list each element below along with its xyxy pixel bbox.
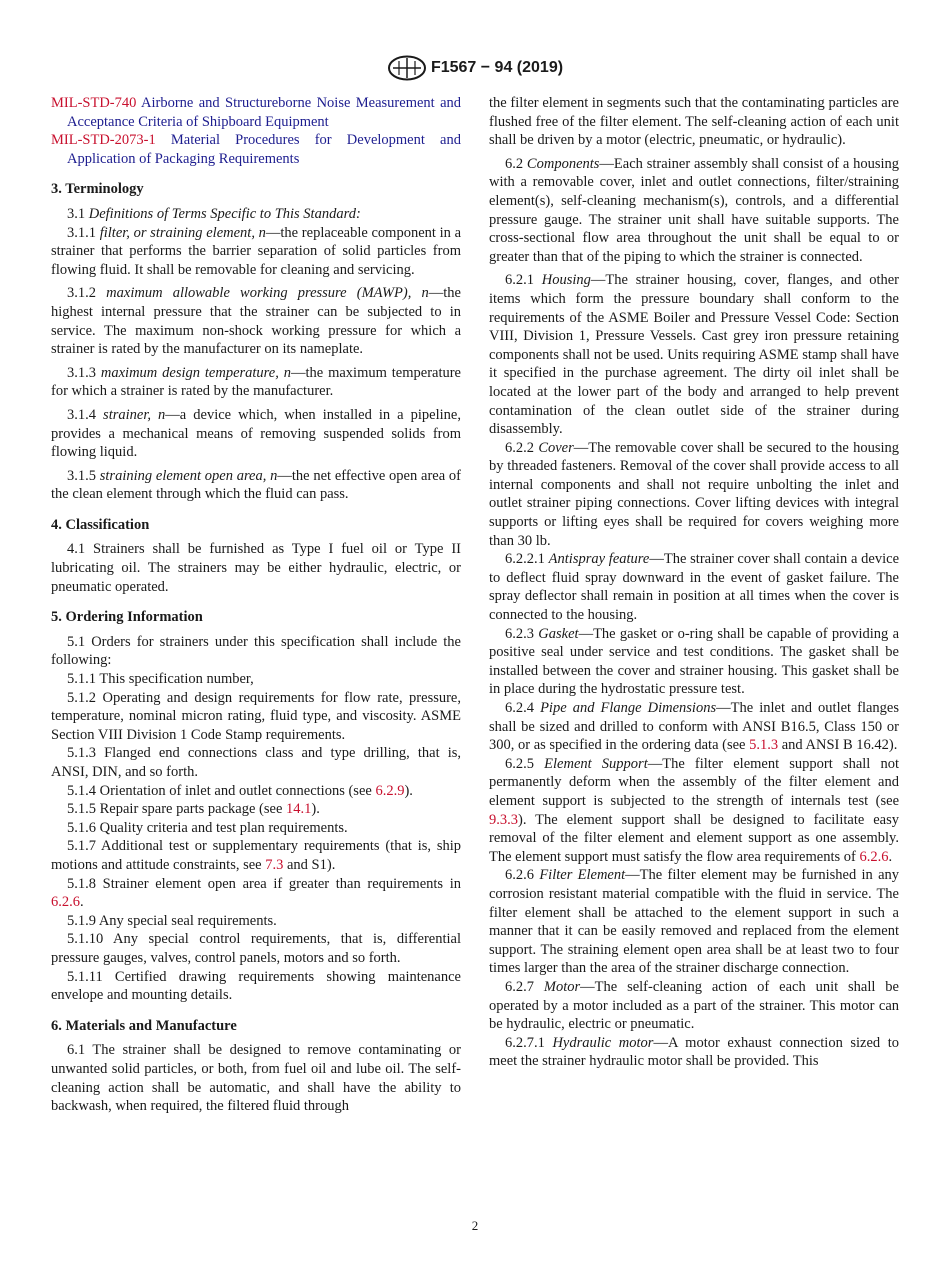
paragraph-6-2-7: 6.2.7 Motor—The self-cleaning action of each unit shall be operated by a motor included as a part of the strainer. This motor can be hydraulic, electric or pneumatic.	[489, 978, 899, 1033]
paragraph-6-1-continued: the filter element in segments such that the contaminating particles are flushed free of the filter element. The self-cleaning action of each unit shall be driven by a motor (electric, pneumatic, or hydraulic).	[489, 95, 899, 149]
reference-code[interactable]: MIL-STD-740	[51, 95, 137, 111]
paragraph-3-1-4: 3.1.4 strainer, n—a device which, when installed in a pipeline, provides a mechanical means of removing suspended solids from flowing liquid.	[51, 406, 461, 461]
paragraph-3-1-2: 3.1.2 maximum allowable working pressure (MAWP), n—the highest internal pressure that the strainer can be subjected to in service. The maximum non-shock working pressure for which a strainer is rated by the manufacturer on its nameplate.	[51, 285, 461, 358]
paragraph-5-1-8: 5.1.8 Strainer element open area if greater than requirements in 6.2.6.	[51, 875, 461, 911]
paragraph-5-1-5: 5.1.5 Repair spare parts package (see 14.1).	[67, 801, 320, 818]
section-heading-ordering: 5. Ordering Information	[51, 609, 203, 626]
xref-link[interactable]: 14.1	[286, 801, 312, 818]
reference-title[interactable]: Airborne and Structureborne Noise Measurement and Acceptance Criteria of Shipboard Equipment	[67, 95, 462, 130]
paragraph-6-2-2-1: 6.2.2.1 Antispray feature—The strainer cover shall contain a device to deflect fluid spray downward in the event of gasket failure. The spray deflector shall remain in position at all times when the cover is connected to the housing.	[489, 551, 900, 624]
standard-designation: F1567 − 94 (2019)	[430, 59, 564, 76]
paragraph-5-1-9: 5.1.9 Any special seal requirements.	[67, 912, 277, 929]
reference-item	[51, 94, 461, 131]
paragraph-5-1-2: 5.1.2 Operating and design requirements for flow rate, pressure, temperature, nominal micron rating, fluid type, and viscosity. ASME Section VIII Division 1 Code Stamp requirements.	[51, 689, 461, 743]
paragraph-4-1: 4.1 Strainers shall be furnished as Type I fuel oil or Type II lubricating oil. The strainers may be either hydraulic, electric, or pneumatic operated.	[51, 541, 461, 595]
section-heading-terminology: 3. Terminology	[51, 181, 144, 198]
paragraph-6-2-3: 6.2.3 Gasket—The gasket or o-ring shall be capable of providing a positive seal under service and test conditions. The gasket shall be installed between the cover and strainer housing. This gasket shall be in place during the hydrostatic pressure test.	[489, 625, 900, 698]
paragraph-6-2: 6.2 Components—Each strainer assembly shall consist of a housing with a removable cover, inlet and outlet connections, filter/straining element(s), self-cleaning mechanism(s), controls, and a differential pressure gauge. The strainer unit shall have suitable supports. The cross-sectional flow area throughout the unit shall be equal to or greater than that of the piping to which the strainer is connected.	[489, 155, 899, 265]
paragraph-5-1-10: 5.1.10 Any special control requirements, that is, differential pressure gauges, valves, control panels, motors and so forth.	[51, 931, 461, 966]
paragraph-6-2-1: 6.2.1 Housing—The strainer housing, cover, flanges, and other items which form the pressure boundary shall conform to the requirements of the ASME Boiler and Pressure Vessel Code: Section VIII, Division 1, Pressure Vessels. Cast grey iron pressure retaining components shall not be used. Units requiring ASME stamp shall have it specified in the purchase agreement. The dirty oil inlet shall be located at the lower part of the body and arranged to help prevent contamination of the clean outlet side of the strainer during disassembly.	[489, 272, 900, 438]
paragraph-3-1-1: 3.1.1 filter, or straining element, n—the replaceable component in a strainer that performs the barrier separation of solid particles from flowing fluid. It shall be removable for cleaning and servicing.	[51, 224, 462, 278]
xref-link[interactable]: 6.2.9	[375, 782, 405, 799]
paragraph-6-2-7-1: 6.2.7.1 Hydraulic motor—A motor exhaust connection sized to meet the strainer hydraulic motor shall be provided. This	[489, 1034, 900, 1070]
paragraph-5-1-11: 5.1.11 Certified drawing requirements showing maintenance envelope and mounting details.	[51, 968, 461, 1004]
xref-link[interactable]: 9.3.3	[489, 811, 518, 828]
xref-link[interactable]: 6.2.6	[51, 894, 80, 911]
reference-item	[51, 131, 461, 168]
page-number: 2	[471, 1218, 479, 1233]
left-column	[51, 94, 461, 1116]
page-header	[0, 55, 950, 81]
paragraph-6-2-6: 6.2.6 Filter Element—The filter element may be furnished in any corrosion resistant material compatible with the fluid in service. The filter element shall be attached to the element support in such a manner that it can be easily removed and replaced from the element support. The straining element open area shall be at least two to four times larger than the area of the strainer discharge connection.	[489, 867, 900, 977]
right-column	[489, 94, 899, 1071]
xref-link[interactable]: 7.3	[265, 856, 284, 873]
section-heading-classification: 4. Classification	[51, 516, 150, 533]
astm-logo-icon	[387, 55, 427, 81]
paragraph-5-1-3: 5.1.3 Flanged end connections class and type drilling, that is, ANSI, DIN, and so forth.	[51, 745, 461, 780]
section-heading-materials: 6. Materials and Manufacture	[51, 1017, 237, 1034]
reference-title[interactable]: Material Procedures for Development and Application of Packaging Requirements	[67, 132, 461, 167]
paragraph-5-1-7: 5.1.7 Additional test or supplementary requirements (that is, ship motions and attitude constraints, see 7.3 and S1).	[51, 838, 461, 873]
paragraph-3-1: 3.1 Definitions of Terms Specific to This Standard:	[67, 205, 361, 222]
paragraph-3-1-5: 3.1.5 straining element open area, n—the net effective open area of the clean element through which the fluid can pass.	[51, 467, 461, 503]
paragraph-5-1: 5.1 Orders for strainers under this specification shall include the following:	[51, 633, 461, 669]
paragraph-6-1: 6.1 The strainer shall be designed to remove contaminating or unwanted solid particles, or both, from fuel oil and lube oil. The self-cleaning action shall be automatic, and shall have the ability to backwash, when required, the filtered fluid through	[51, 1042, 461, 1115]
xref-link[interactable]: 5.1.3	[749, 737, 779, 754]
paragraph-6-2-2: 6.2.2 Cover—The removable cover shall be secured to the housing by threaded fasteners. Removal of the cover shall provide access to all internal components and shall not require unbolting the inlet and outlet strainer piping connections. Cover lifting devices with integral supports or lifting eyes shall be required for covers weighing more than 30 lb.	[489, 439, 900, 549]
paragraph-6-2-5: 6.2.5 Element Support—The filter element support shall not permanently deform when the assembly of the filter element and element support is subjected to the strength of internals test (see 9.3.3). The element support shall be designed to facilitate easy removal of the filter element and element support as one assembly. The element support must satisfy the flow area requirements of 6.2.6.	[489, 755, 900, 865]
paragraph-3-1-3: 3.1.3 maximum design temperature, n—the maximum temperature for which a strainer is rated by the manufacturer.	[51, 364, 461, 400]
xref-link[interactable]: 6.2.6	[859, 848, 889, 865]
paragraph-5-1-4: 5.1.4 Orientation of inlet and outlet connections (see 6.2.9).	[67, 782, 413, 799]
paragraph-6-2-4: 6.2.4 Pipe and Flange Dimensions—The inlet and outlet flanges shall be sized and drilled to conform with ANSI B16.5, Class 150 or 300, or as specified in the ordering data (see 5.1.3 and ANSI B 16.42).	[489, 700, 899, 754]
paragraph-5-1-1: 5.1.1 This specification number,	[67, 671, 254, 688]
reference-code[interactable]: MIL-STD-2073-1	[51, 132, 156, 149]
paragraph-5-1-6: 5.1.6 Quality criteria and test plan requirements.	[67, 819, 348, 836]
